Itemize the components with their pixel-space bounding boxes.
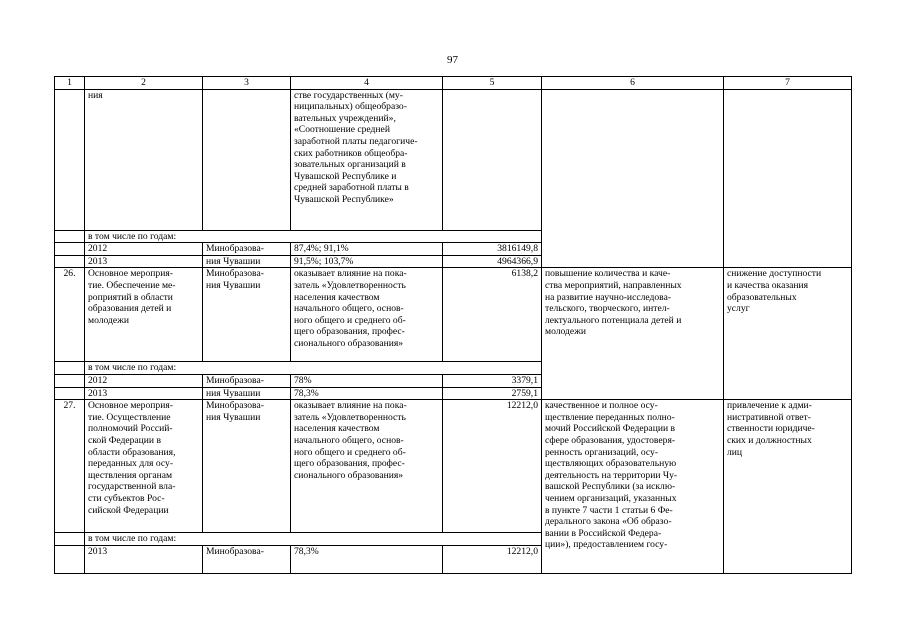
empty-cell (55, 533, 85, 546)
exec-cell: ния Чувашии (203, 255, 291, 268)
header-col-1: 1 (55, 77, 85, 90)
cont-num-cell (55, 89, 85, 230)
indicator-cell: 78,3% (291, 387, 443, 400)
years-label: в том числе по годам: (85, 230, 542, 243)
cont-impact-cell: стве государственных (му- ниципальных) общеобразо- вательных учреждений», «Соотношение средней заработной платы педагогиче- ских работников общеобра- зовательных организаций в Чувашской Республике и средней заработной платы в Чувашской Республике» (291, 89, 443, 230)
result-cell: повышение количества и каче- ства мероприятий, направленных на развитие научно-исследова- тельского, творческого, интел- лектуального потенциала детей и молодежи (542, 268, 724, 400)
indicator-cell: 91,5%; 103,7% (291, 255, 443, 268)
table-row (55, 268, 852, 362)
amount-cell: 6138,2 (443, 268, 542, 362)
cont-exec-cell (203, 89, 291, 230)
empty-cell (55, 374, 85, 387)
amount-cell: 12212,0 (443, 545, 542, 573)
year-cell: 2012 (85, 243, 203, 256)
table-row (55, 400, 852, 533)
amount-cell: 2759,1 (443, 387, 542, 400)
cont-risk-cell (724, 89, 852, 268)
header-row (55, 77, 852, 90)
exec-cell: Минобразова- ния Чувашии (203, 400, 291, 533)
indicator-cell: 87,4%; 91,1% (291, 243, 443, 256)
row-number: 27. (55, 400, 85, 533)
amount-cell: 12212,0 (443, 400, 542, 533)
years-label: в том числе по годам: (85, 533, 542, 546)
exec-cell: Минобразова- (203, 374, 291, 387)
table-row (55, 89, 852, 230)
page-number: 97 (447, 54, 458, 66)
amount-cell: 4964366,9 (443, 255, 542, 268)
years-label: в том числе по годам: (85, 362, 542, 375)
empty-cell (55, 545, 85, 573)
measure-name-cell: Основное мероприя- тие. Обеспечение ме- роприятий в области образования детей и молодежи (85, 268, 203, 362)
year-cell: 2013 (85, 545, 203, 573)
amount-cell: 3816149,8 (443, 243, 542, 256)
risk-cell: привлечение к адми- нистративной ответ- ственности юридиче- ских и должностных лиц (724, 400, 852, 574)
exec-cell: Минобразова- (203, 243, 291, 256)
cont-name-cell: ния (85, 89, 203, 230)
year-cell: 2013 (85, 387, 203, 400)
empty-cell (55, 243, 85, 256)
year-cell: 2012 (85, 374, 203, 387)
header-col-2: 2 (85, 77, 203, 90)
risk-cell: снижение доступности и качества оказания образовательных услуг (724, 268, 852, 400)
header-col-6: 6 (542, 77, 724, 90)
impact-cell: оказывает влияние на пока- затель «Удовлетворенность населения качеством начального общего, основ- ного общего и среднего об- щего образования, профес- сионального образования» (291, 400, 443, 533)
exec-cell: Минобразова- ния Чувашии (203, 268, 291, 362)
empty-cell (55, 362, 85, 375)
row-number: 26. (55, 268, 85, 362)
header-col-5: 5 (443, 77, 542, 90)
header-col-3: 3 (203, 77, 291, 90)
indicator-cell: 78,3% (291, 545, 443, 573)
year-cell: 2013 (85, 255, 203, 268)
header-col-7: 7 (724, 77, 852, 90)
empty-cell (55, 387, 85, 400)
exec-cell: ния Чувашии (203, 387, 291, 400)
header-col-4: 4 (291, 77, 443, 90)
indicator-cell: 78% (291, 374, 443, 387)
amount-cell: 3379,1 (443, 374, 542, 387)
measures-table (54, 76, 852, 574)
empty-cell (55, 255, 85, 268)
impact-cell: оказывает влияние на пока- затель «Удовлетворенность населения качеством начального общего, основ- ного общего и среднего об- щего образования, профес- сионального образования» (291, 268, 443, 362)
cont-amount-cell (443, 89, 542, 230)
measure-name-cell: Основное мероприя- тие. Осуществление полномочий Россий- ской Федерации в области образования, переданных для осу- ществления органам государственной вла- сти субъектов Рос- сийской Федерации (85, 400, 203, 533)
result-cell: качественное и полное осу- ществление переданных полно- мочий Российской Федерации в сфере образования, удостоверя- ренность организаций, осу- ществляющих образовательную деятельность на территории Чу- вашской Республики (за исклю- чением организаций, указанных в пункте 7 части 1 статьи 6 Фе- дерального закона «Об образо- вании в Российской Федера- ции»), предоставлением госу- (542, 400, 724, 574)
empty-cell (55, 230, 85, 243)
cont-result-cell (542, 89, 724, 268)
exec-cell: Минобразова- (203, 545, 291, 573)
